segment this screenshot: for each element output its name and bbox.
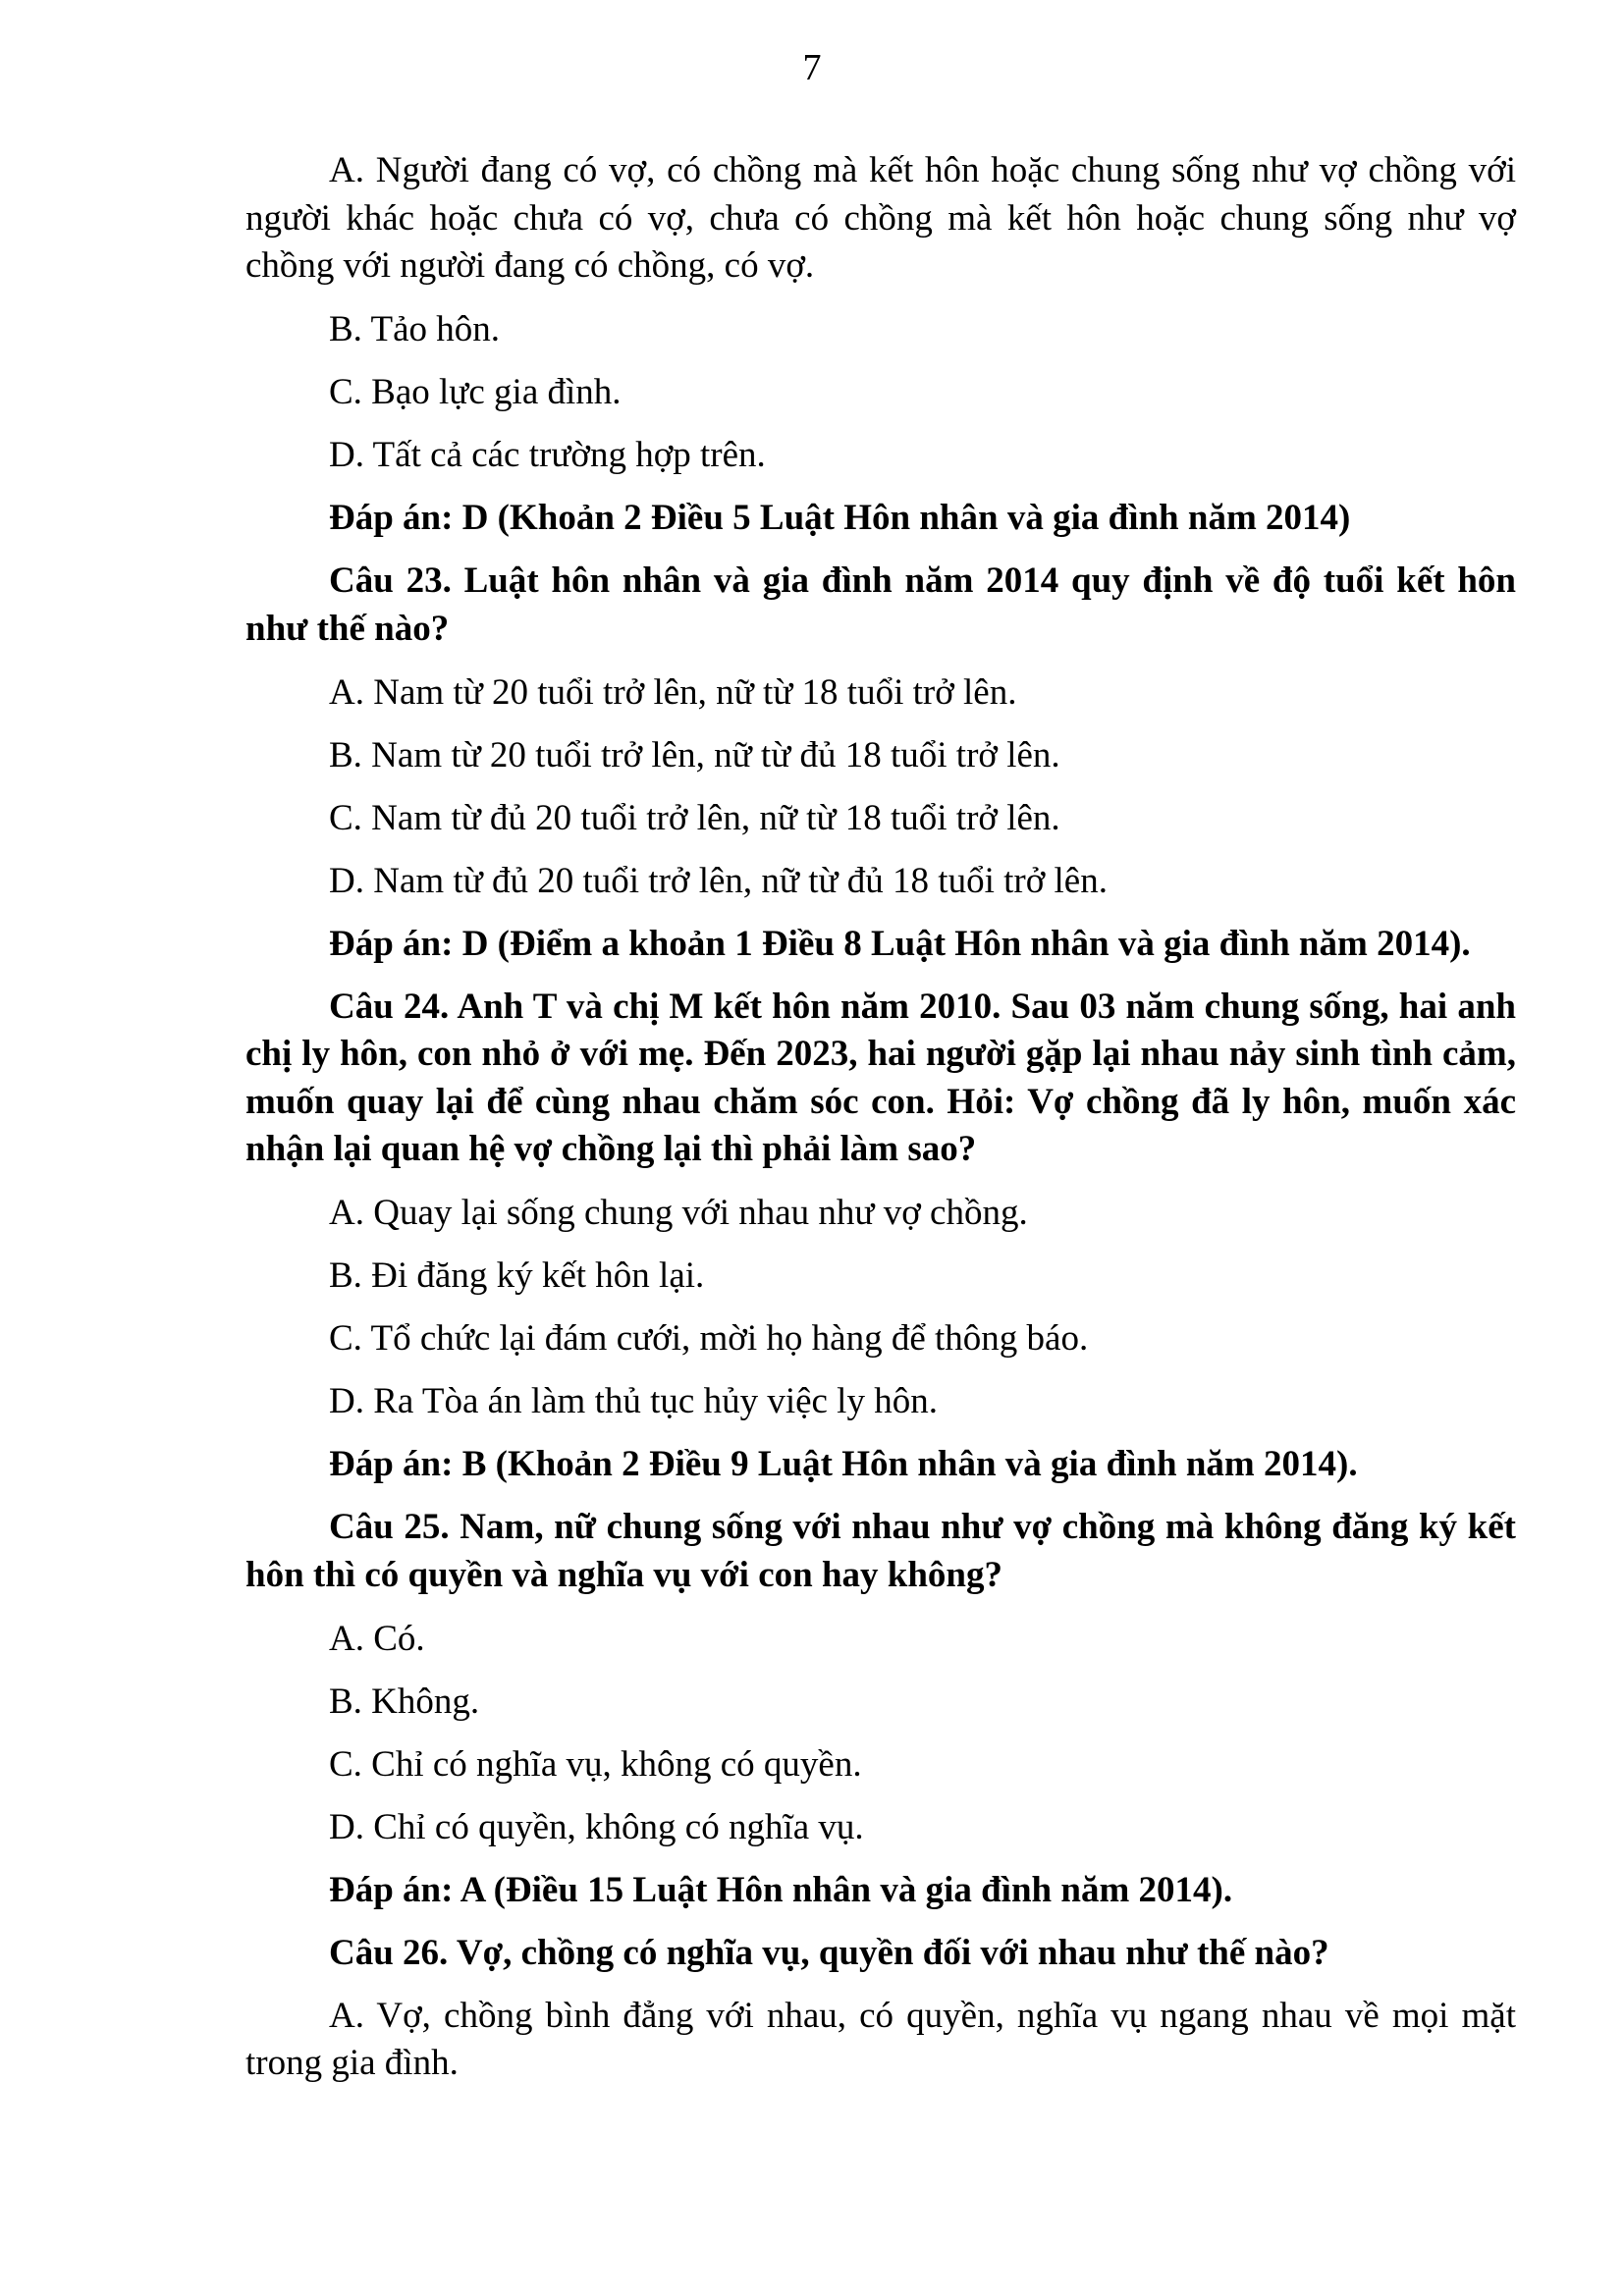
- q22-option-c: C. Bạo lực gia đình.: [329, 372, 622, 412]
- page-content: [245, 147, 1516, 2104]
- q23-question: Câu 23. Luật hôn nhân và gia đình năm 2014 quy định về độ tuổi kết hôn như thế nào?: [245, 561, 1516, 649]
- q22-option-d: D. Tất cả các trường hợp trên.: [329, 435, 766, 475]
- q24-answer: Đáp án: B (Khoản 2 Điều 9 Luật Hôn nhân và gia đình năm 2014).: [329, 1444, 1358, 1484]
- q23-option-c: C. Nam từ đủ 20 tuổi trở lên, nữ từ 18 tuổi trở lên.: [329, 797, 1060, 838]
- q26-option-a: A. Vợ, chồng bình đẳng với nhau, có quyền, nghĩa vụ ngang nhau về mọi mặt trong gia đình.: [245, 1995, 1516, 2083]
- q23-option-a: A. Nam từ 20 tuổi trở lên, nữ từ 18 tuổi trở lên.: [329, 671, 1017, 713]
- q25-question: Câu 25. Nam, nữ chung sống với nhau như vợ chồng mà không đăng ký kết hôn thì có quyền và nghĩa vụ với con hay không?: [245, 1507, 1516, 1595]
- q24-option-c: C. Tổ chức lại đám cưới, mời họ hàng để thông báo.: [329, 1318, 1089, 1359]
- q24-option-a: A. Quay lại sống chung với nhau như vợ chồng.: [329, 1193, 1028, 1233]
- q25-option-c: C. Chỉ có nghĩa vụ, không có quyền.: [329, 1743, 862, 1785]
- q24-option-b: B. Đi đăng ký kết hôn lại.: [329, 1255, 705, 1296]
- q22-option-a: A. Người đang có vợ, có chồng mà kết hôn hoặc chung sống như vợ chồng với người khác hoặc chưa có vợ, chưa có chồng mà kết hôn hoặc chung sống như vợ chồng với người đang có chồng, có vợ.: [245, 150, 1516, 286]
- q24-question: Câu 24. Anh T và chị M kết hôn năm 2010. Sau 03 năm chung sống, hai anh chị ly hôn, con nhỏ ở với mẹ. Đến 2023, hai người gặp lại nhau nảy sinh tình cảm, muốn quay lại để cùng nhau chăm sóc con. Hỏi: Vợ chồng đã ly hôn, muốn xác nhận lại quan hệ vợ chồng lại thì phải làm sao?: [245, 986, 1516, 1169]
- q23-answer: Đáp án: D (Điểm a khoản 1 Điều 8 Luật Hôn nhân và gia đình năm 2014).: [329, 923, 1471, 964]
- q22-option-b: B. Tảo hôn.: [329, 309, 501, 349]
- q25-answer: Đáp án: A (Điều 15 Luật Hôn nhân và gia đình năm 2014).: [329, 1869, 1233, 1910]
- q22-answer: Đáp án: D (Khoản 2 Điều 5 Luật Hôn nhân và gia đình năm 2014): [329, 498, 1351, 538]
- q25-option-d: D. Chỉ có quyền, không có nghĩa vụ.: [329, 1806, 864, 1847]
- page-number: 7: [802, 47, 822, 88]
- q26-question: Câu 26. Vợ, chồng có nghĩa vụ, quyền đối với nhau như thế nào?: [329, 1932, 1329, 1973]
- q23-option-d: D. Nam từ đủ 20 tuổi trở lên, nữ từ đủ 18 tuổi trở lên.: [329, 860, 1108, 901]
- q24-option-d: D. Ra Tòa án làm thủ tục hủy việc ly hôn.: [329, 1381, 938, 1421]
- q23-option-b: B. Nam từ 20 tuổi trở lên, nữ từ đủ 18 tuổi trở lên.: [329, 734, 1060, 775]
- q25-option-b: B. Không.: [329, 1681, 480, 1722]
- q25-option-a: A. Có.: [329, 1618, 425, 1659]
